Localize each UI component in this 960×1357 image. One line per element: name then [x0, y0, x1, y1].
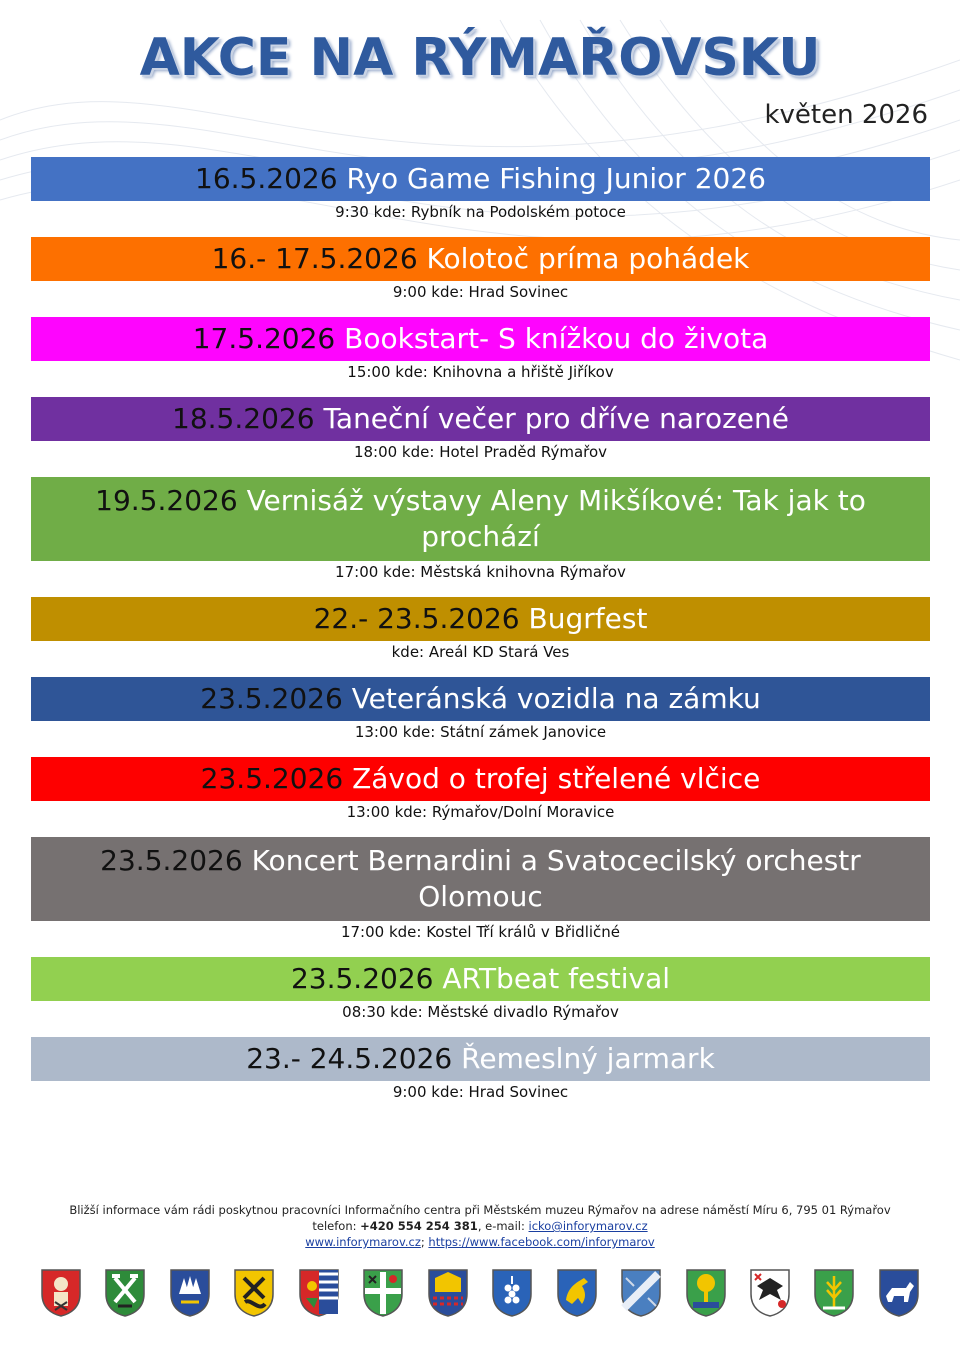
event-item — [31, 957, 930, 1021]
event-detail: 18:00 kde: Hotel Praděd Rýmařov — [353, 443, 608, 461]
event-title: Ryo Game Fishing Junior 2026 — [346, 162, 766, 195]
event-date: 17.5.2026 — [192, 322, 336, 355]
event-item — [31, 1037, 930, 1101]
link-separator: ; — [420, 1235, 429, 1249]
event-title: Bugrfest — [528, 602, 648, 635]
event-item — [31, 157, 930, 221]
event-bar — [31, 837, 930, 921]
event-bar — [31, 397, 930, 441]
event-list — [31, 157, 930, 1117]
crest-red-eagle-icon — [749, 1268, 791, 1324]
event-item — [31, 677, 930, 741]
event-item — [31, 757, 930, 821]
event-date: 23.5.2026 — [100, 844, 243, 877]
event-detail: 9:00 kde: Hrad Sovinec — [392, 283, 569, 301]
event-title: ARTbeat festival — [442, 962, 671, 995]
event-item — [31, 397, 930, 461]
event-detail: 13:00 kde: Státní zámek Janovice — [354, 723, 607, 741]
crest-blue-diagonal-icon — [620, 1268, 662, 1324]
footer-contact — [0, 1218, 960, 1234]
crest-blue-grapes-icon — [491, 1268, 533, 1324]
event-date: 19.5.2026 — [95, 484, 238, 517]
footer-info — [0, 1202, 960, 1250]
event-title: Koncert Bernardini a Svatocecilský orchestr Olomouc — [251, 844, 861, 913]
event-title: Taneční večer pro dříve narozené — [323, 402, 789, 435]
email-link[interactable]: icko@inforymarov.cz — [528, 1219, 648, 1233]
crest-green-tree-icon — [685, 1268, 727, 1324]
event-title: Bookstart- S knížkou do života — [344, 322, 769, 355]
event-bar — [31, 477, 930, 561]
month-label: květen 2026 — [764, 100, 928, 130]
event-bar — [31, 157, 930, 201]
event-date: 18.5.2026 — [172, 402, 315, 435]
footer-links — [0, 1234, 960, 1250]
event-date: 23.5.2026 — [290, 962, 434, 995]
event-bar — [31, 1037, 930, 1081]
event-date: 16.5.2026 — [195, 162, 338, 195]
event-item — [31, 477, 930, 581]
crest-green-hammers-icon — [104, 1268, 146, 1324]
event-bar — [31, 677, 930, 721]
event-title: Řemeslný jarmark — [461, 1042, 715, 1075]
event-title: Veteránská vozidla na zámku — [351, 682, 761, 715]
event-date: 23.5.2026 — [200, 762, 344, 795]
event-bar — [31, 237, 930, 281]
event-detail: 08:30 kde: Městské divadlo Rýmařov — [342, 1003, 619, 1021]
crest-red-striped-knight-icon — [298, 1268, 340, 1324]
crest-green-cross-icon — [362, 1268, 404, 1324]
email-label: , e-mail: — [477, 1219, 529, 1233]
event-detail: 13:00 kde: Rýmařov/Dolní Moravice — [346, 803, 615, 821]
event-detail: 17:00 kde: Městská knihovna Rýmařov — [335, 563, 626, 581]
municipality-crests — [40, 1268, 920, 1324]
facebook-link[interactable]: https://www.facebook.com/inforymarov — [428, 1235, 655, 1249]
crest-blue-tower-icon — [427, 1268, 469, 1324]
event-detail: 9:00 kde: Hrad Sovinec — [392, 1083, 569, 1101]
event-title: Vernisáž výstavy Aleny Mikšíkové: Tak jak to prochází — [246, 484, 866, 553]
crest-green-wheat-icon — [813, 1268, 855, 1324]
event-date: 22.- 23.5.2026 — [313, 602, 520, 635]
event-date: 23.5.2026 — [200, 682, 343, 715]
phone-label: telefon: — [312, 1219, 361, 1233]
crest-yellow-hammers-icon — [233, 1268, 275, 1324]
event-bar — [31, 317, 930, 361]
event-item — [31, 237, 930, 301]
event-item — [31, 317, 930, 381]
event-bar — [31, 957, 930, 1001]
event-item — [31, 597, 930, 661]
crest-red-saint-icon — [40, 1268, 82, 1324]
event-detail: 15:00 kde: Knihovna a hřiště Jiříkov — [347, 363, 614, 381]
event-bar — [31, 757, 930, 801]
event-title: Kolotoč príma pohádek — [426, 242, 750, 275]
event-date: 16.- 17.5.2026 — [211, 242, 418, 275]
phone-number: +420 554 254 381 — [360, 1219, 478, 1233]
event-detail: 17:00 kde: Kostel Tří králů v Břidličné — [340, 923, 621, 941]
page-title: AKCE NA RÝMAŘOVSKU — [139, 28, 821, 88]
event-date: 23.- 24.5.2026 — [246, 1042, 453, 1075]
event-bar — [31, 597, 930, 641]
crest-blue-trees-icon — [169, 1268, 211, 1324]
event-detail: kde: Areál KD Stará Ves — [391, 643, 570, 661]
crest-blue-horse-icon — [556, 1268, 598, 1324]
footer-address: Bližší informace vám rádi poskytnou pracovníci Informačního centra při Městském muzeu Rýmařov na adrese náměstí Míru 6, 795 01 Rýmařov — [69, 1203, 891, 1217]
crest-blue-dog-icon — [878, 1268, 920, 1324]
event-item — [31, 837, 930, 941]
event-title: Závod o trofej střelené vlčice — [352, 762, 761, 795]
event-detail: 9:30 kde: Rybník na Podolském potoce — [335, 203, 626, 221]
web-link[interactable]: www.inforymarov.cz — [305, 1235, 421, 1249]
